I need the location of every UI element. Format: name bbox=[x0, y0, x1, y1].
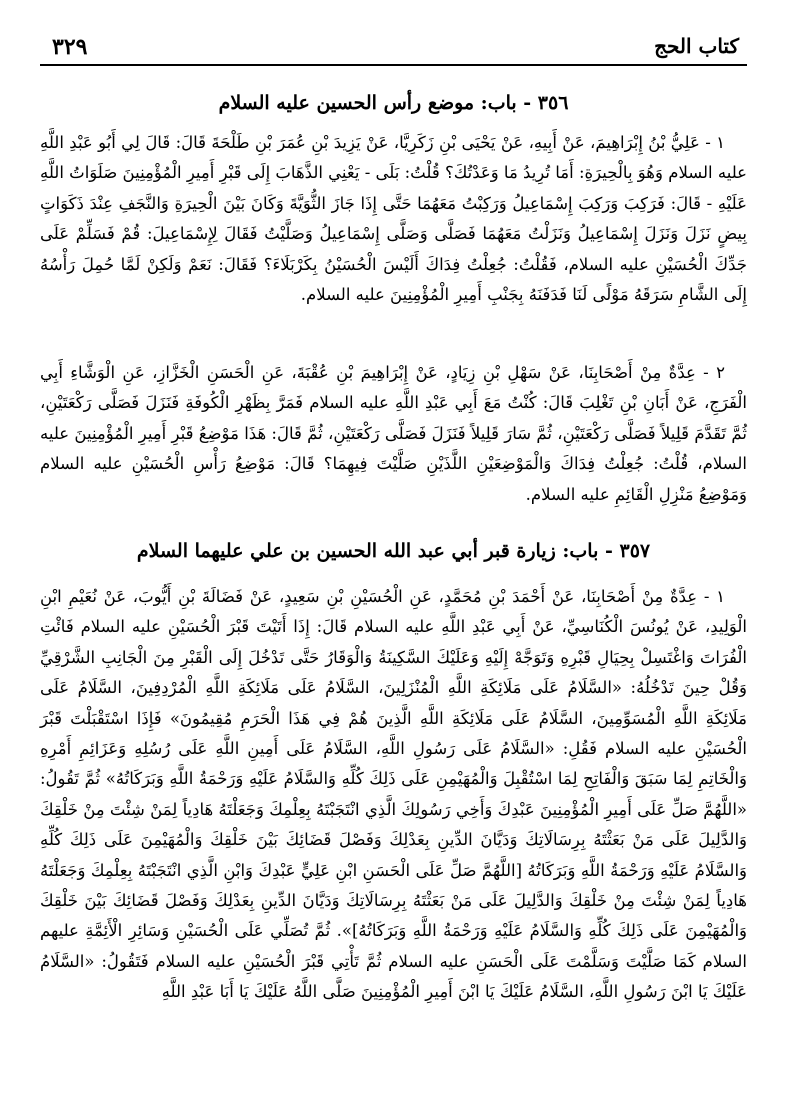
page-number: ٣٢٩ bbox=[52, 34, 88, 60]
hadith-paragraph bbox=[40, 582, 747, 1008]
hadith-text: ٢ - عِدَّةٌ مِنْ أَصْحَابِنَا، عَنْ سَهْلِ بْنِ زِيَادٍ، عَنْ إِبْرَاهِيمَ بْنِ عُقْبَةَ، عَنِ الْحَسَنِ الْخَزَّازِ، عَنِ الْوَشَّاءِ أَبِي الْفَرَجِ، عَنْ أَبَانِ بْنِ تَغْلِبَ قَالَ: كُنْتُ مَعَ أَبِي عَبْدِ اللَّهِ عليه السلام فَمَرَّ بِظَهْرِ الْكُوفَةِ فَنَزَلَ فَصَلَّى رَكْعَتَيْنِ، ثُمَّ تَقَدَّمَ قَلِيلاً فَصَلَّى رَكْعَتَيْنِ، ثُمَّ سَارَ قَلِيلاً فَنَزَلَ فَصَلَّى رَكْعَتَيْنِ، ثُمَّ قَالَ: هَذَا مَوْضِعُ قَبْرِ أَمِيرِ الْمُؤْمِنِينَ عليه السلام، قُلْتُ: جُعِلْتُ فِدَاكَ وَالْمَوْضِعَيْنِ اللَّذَيْنِ صَلَّيْتَ فِيهِمَا؟ قَالَ: مَوْضِعُ رَأْسِ الْحُسَيْنِ عليه السلام وَمَوْضِعُ مَنْزِلِ الْقَائِمِ عليه السلام. bbox=[40, 363, 747, 504]
hadith-text: ١ - عَلِيُّ بْنُ إِبْرَاهِيمَ، عَنْ أَبِيهِ، عَنْ يَحْيَى بْنِ زَكَرِيَّا، عَنْ يَزِيدَ بْنِ عُمَرَ بْنِ طَلْحَةَ قَالَ: قَالَ لِي أَبُو عَبْدِ اللَّهِ عليه السلام وَهُوَ بِالْحِيرَةِ: أَمَا تُرِيدُ مَا وَعَدْتُكَ؟ قُلْتُ: بَلَى - يَعْنِي الذَّهَابَ إِلَى قَبْرِ أَمِيرِ الْمُؤْمِنِينَ صَلَوَاتُ اللَّهِ عَلَيْهِ - قَالَ: فَرَكِبَ وَرَكِبَ إِسْمَاعِيلُ وَرَكِبْتُ مَعَهُمَا حَتَّى إِذَا جَازَ الثُّوَيَّةَ وَكَانَ بَيْنَ الْحِيرَةِ وَالنَّجَفِ عِنْدَ ذَكَوَاتٍ بِيضٍ نَزَلَ وَنَزَلَ إِسْمَاعِيلُ وَنَزَلْتُ مَعَهُمَا فَصَلَّى وَصَلَّى إِسْمَاعِيلُ وَصَلَّيْتُ فَقَالَ لِإِسْمَاعِيلَ: قُمْ فَسَلِّمْ عَلَى جَدِّكَ الْحُسَيْنِ عليه السلام، فَقُلْتُ: جُعِلْتُ فِدَاكَ أَلَيْسَ الْحُسَيْنُ بِكَرْبَلَاءَ؟ فَقَالَ: نَعَمْ وَلَكِنْ لَمَّا حُمِلَ رَأْسُهُ إِلَى الشَّامِ سَرَقَهُ مَوْلًى لَنَا فَدَفَنَهُ بِجَنْبِ أَمِيرِ الْمُؤْمِنِينَ عليه السلام. bbox=[40, 133, 747, 305]
running-header bbox=[40, 30, 747, 60]
chapter-heading: ٣٥٧ - باب: زيارة قبر أبي عبد الله الحسين بن علي عليهما السلام bbox=[136, 540, 651, 562]
book-title: كتاب الحج bbox=[654, 34, 739, 58]
hadith-paragraph bbox=[40, 358, 747, 510]
header-rule bbox=[40, 64, 747, 66]
hadith-text: ١ - عِدَّةٌ مِنْ أَصْحَابِنَا، عَنْ أَحْمَدَ بْنِ مُحَمَّدٍ، عَنِ الْحُسَيْنِ بْنِ سَعِيدٍ، عَنْ فَضَالَةَ بْنِ أَيُّوبَ، عَنْ نُعَيْمِ ابْنِ الْوَلِيدِ، عَنْ يُونُسَ الْكُنَاسِيِّ، عَنْ أَبِي عَبْدِ اللَّهِ عليه السلام قَالَ: إِذَا أَتَيْتَ قَبْرَ الْحُسَيْنِ عليه السلام فَائْتِ الْفُرَاتَ وَاغْتَسِلْ بِحِيَالِ قَبْرِهِ وَتَوَجَّهْ إِلَيْهِ وَعَلَيْكَ السَّكِينَةُ وَالْوَقَارُ حَتَّى تَدْخُلَ إِلَى الْقَبْرِ مِنَ الْجَانِبِ الشَّرْقِيِّ وَقُلْ حِينَ تَدْخُلُهُ: «السَّلَامُ عَلَى مَلَائِكَةِ اللَّهِ الْمُنْزَلِينَ، السَّلَامُ عَلَى مَلَائِكَةِ اللَّهِ الْمُرْدِفِينَ، السَّلَامُ عَلَى مَلَائِكَةِ اللَّهِ الْمُسَوِّمِينَ، السَّلَامُ عَلَى مَلَائِكَةِ اللَّهِ الَّذِينَ هُمْ فِي هَذَا الْحَرَمِ مُقِيمُونَ» فَإِذَا اسْتَقْبَلْتَ قَبْرَ الْحُسَيْنِ عليه السلام فَقُلِ: «السَّلَامُ عَلَى رَسُولِ اللَّهِ، السَّلَامُ عَلَى أَمِينِ اللَّهِ عَلَى رُسُلِهِ وَعَزَائِمِ أَمْرِهِ وَالْخَاتِمِ لِمَا سَبَقَ وَالْفَاتِحِ لِمَا اسْتُقْبِلَ وَالْمُهَيْمِنِ عَلَى ذَلِكَ كُلِّهِ وَالسَّلَامُ عَلَيْهِ وَرَحْمَةُ اللَّهِ وَبَرَكَاتُهُ» ثُمَّ تَقُولُ: «اللَّهُمَّ صَلِّ عَلَى أَمِيرِ الْمُؤْمِنِينَ عَبْدِكَ وَأَخِي رَسُولِكَ الَّذِي انْتَجَبْتَهُ بِعِلْمِكَ وَجَعَلْتَهُ هَادِياً لِمَنْ شِئْتَ مِنْ خَلْقِكَ وَالدَّلِيلَ عَلَى مَنْ بَعَثْتَهُ بِرِسَالَاتِكَ وَدَيَّانَ الدِّينِ بِعَدْلِكَ وَفَصْلَ قَضَائِكَ بَيْنَ خَلْقِكَ وَالْمُهَيْمِنَ عَلَى ذَلِكَ كُلِّهِ وَالسَّلَامُ عَلَيْهِ وَرَحْمَةُ اللَّهِ وَبَرَكَاتُهُ [اللَّهُمَّ صَلِّ عَلَى الْحَسَنِ ابْنِ عَلِيٍّ عَبْدِكَ وَابْنِ الَّذِي انْتَجَبْتَهُ بِعِلْمِكَ وَجَعَلْتَهُ هَادِياً لِمَنْ شِئْتَ مِنْ خَلْقِكَ وَالدَّلِيلَ عَلَى مَنْ بَعَثْتَهُ بِرِسَالَاتِكَ وَدَيَّانَ الدِّينِ بِعَدْلِكَ وَفَصْلَ قَضَائِكَ بَيْنَ خَلْقِكَ وَالْمُهَيْمِنَ عَلَى ذَلِكَ كُلِّهِ وَالسَّلَامُ عَلَيْهِ وَرَحْمَةُ اللَّهِ وَبَرَكَاتُهُ]». ثُمَّ تُصَلِّي عَلَى الْحُسَيْنِ وَسَائِرِ الْأَئِمَّةِ عليهم السلام كَمَا صَلَّيْتَ وَسَلَّمْتَ عَلَى الْحَسَنِ عليه السلام ثُمَّ تَأْتِي قَبْرَ الْحُسَيْنِ عليه السلام فَتَقُولُ: «السَّلَامُ عَلَيْكَ يَا ابْنَ رَسُولِ اللَّهِ، السَّلَامُ عَلَيْكَ يَا ابْنَ أَمِيرِ الْمُؤْمِنِينَ صَلَّى اللَّهُ عَلَيْكَ يَا أَبَا عَبْدِ اللَّهِ bbox=[40, 587, 747, 1002]
hadith-paragraph bbox=[40, 128, 747, 310]
chapter-heading: ٣٥٦ - باب: موضع رأس الحسين عليه السلام bbox=[218, 92, 569, 114]
